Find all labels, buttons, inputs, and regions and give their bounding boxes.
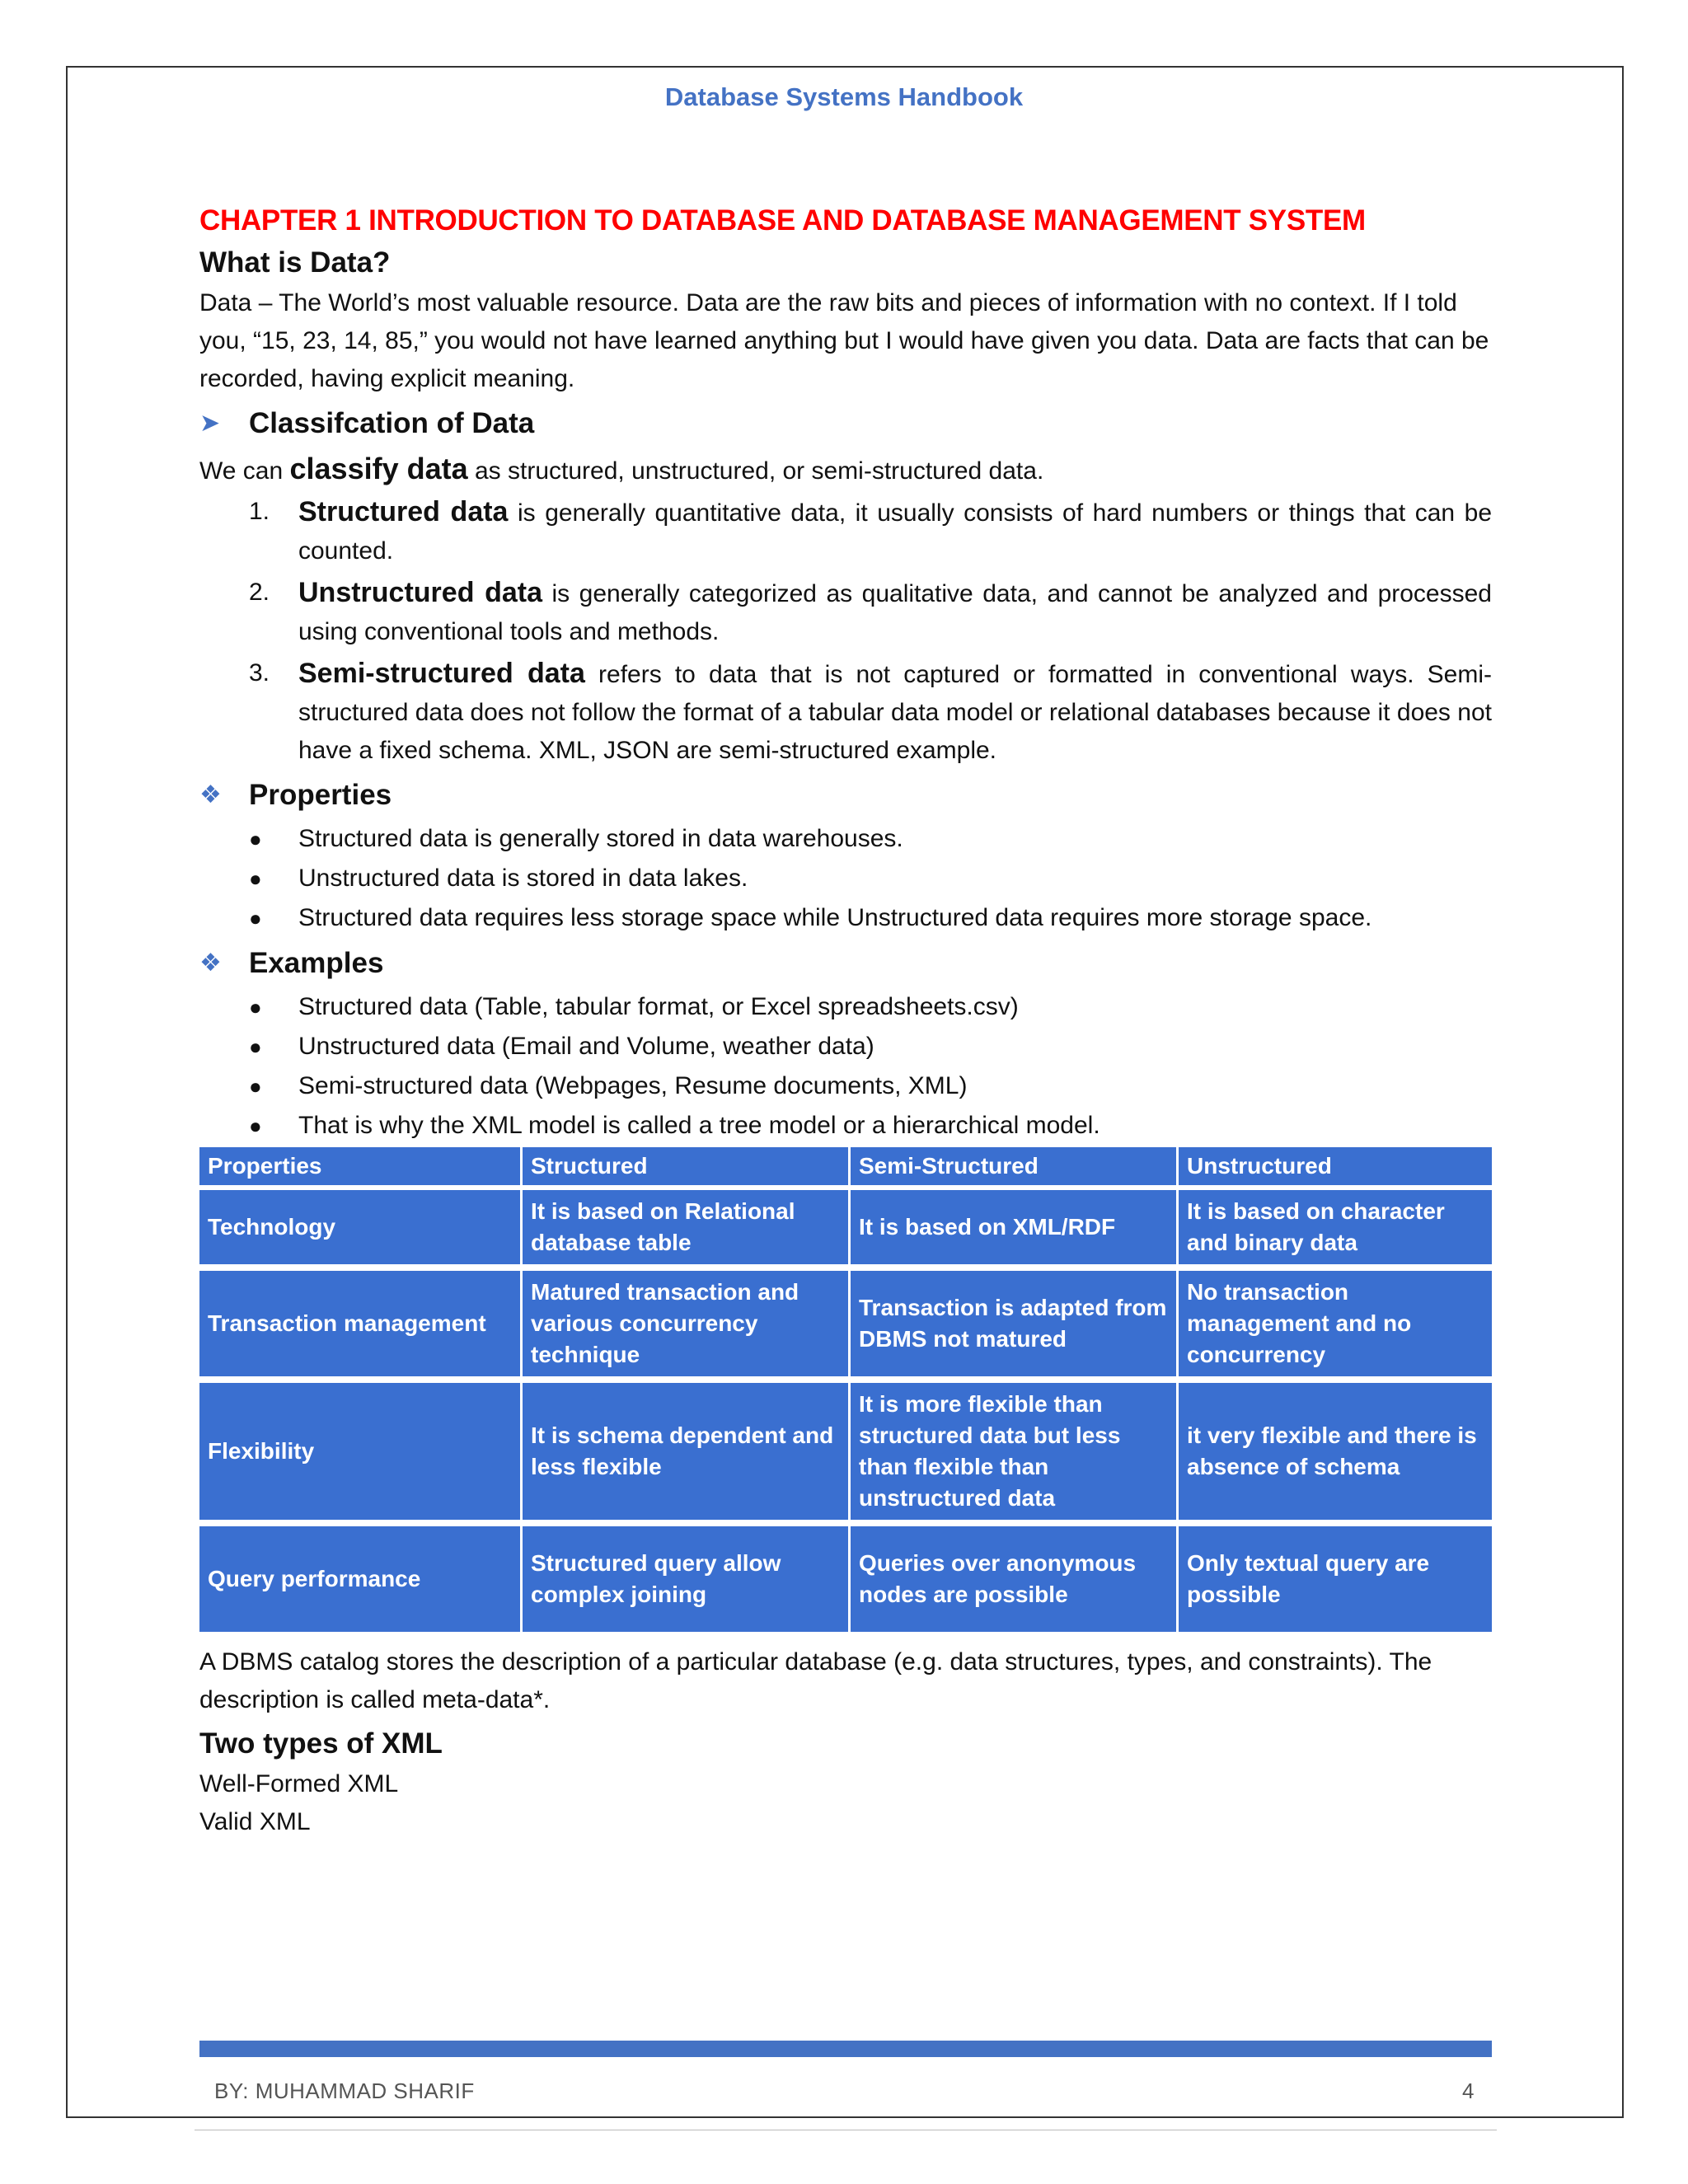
list-text: Structured data requires less storage space while Unstructured data requires more storage space. bbox=[298, 904, 1372, 931]
definition: is generally quantitative data, it usually consists of hard numbers or things that can be counted. bbox=[298, 499, 1492, 565]
xml-type-item: Well-Formed XML bbox=[199, 1770, 399, 1797]
list-text: Structured data (Table, tabular format, or Excel spreadsheets.csv) bbox=[298, 993, 1019, 1020]
list-number: 3. bbox=[249, 659, 270, 687]
classification-heading-text: Classifcation of Data bbox=[249, 407, 535, 439]
table-cell: It is based on XML/RDF bbox=[851, 1190, 1179, 1271]
table-row bbox=[199, 1383, 1492, 1526]
arrow-bullet-icon: ➤ bbox=[199, 410, 221, 437]
comparison-table bbox=[199, 1147, 1492, 1638]
table-cell: It is based on Relational database table bbox=[523, 1190, 851, 1271]
list-number: 2. bbox=[249, 579, 270, 606]
list-text: That is why the XML model is called a tree model or a hierarchical model. bbox=[298, 1112, 1100, 1139]
list-item bbox=[199, 654, 1492, 770]
properties-list bbox=[199, 819, 1492, 938]
list-text: Unstructured data is stored in data lakes. bbox=[298, 865, 748, 892]
table-header-cell: Unstructured bbox=[1179, 1147, 1492, 1190]
list-item bbox=[199, 1027, 1492, 1066]
table-cell: Structured query allow complex joining bbox=[523, 1526, 851, 1638]
list-text: Semi-structured data (Webpages, Resume documents, XML) bbox=[298, 1072, 968, 1099]
catalog-paragraph: A DBMS catalog stores the description of a particular database (e.g. data structures, types, and constraints). The description is called meta-data*. bbox=[199, 1648, 1432, 1713]
diamond-bullet-icon: ❖ bbox=[199, 949, 222, 977]
classification-list bbox=[199, 493, 1492, 770]
table-cell: it very flexible and there is absence of schema bbox=[1179, 1383, 1492, 1526]
list-item bbox=[199, 574, 1492, 651]
table-cell: Queries over anonymous nodes are possible bbox=[851, 1526, 1179, 1638]
examples-heading bbox=[199, 941, 1492, 986]
classification-intro bbox=[199, 448, 1492, 493]
list-item bbox=[199, 898, 1492, 938]
list-item bbox=[199, 819, 1492, 859]
table-header-cell: Properties bbox=[199, 1147, 523, 1190]
examples-heading-text: Examples bbox=[249, 947, 384, 979]
properties-heading bbox=[199, 773, 1492, 818]
list-text bbox=[298, 493, 1492, 570]
list-item bbox=[199, 1106, 1492, 1146]
diamond-bullet-icon: ❖ bbox=[199, 781, 222, 808]
bullet-icon: ● bbox=[249, 1034, 262, 1059]
list-number: 1. bbox=[249, 498, 270, 525]
footer-bar bbox=[199, 2041, 1492, 2057]
list-item bbox=[199, 493, 1492, 570]
table-row bbox=[199, 1526, 1492, 1638]
list-item bbox=[199, 859, 1492, 898]
table-header-cell: Semi-Structured bbox=[851, 1147, 1179, 1190]
list-text: Structured data is generally stored in data warehouses. bbox=[298, 825, 903, 852]
examples-list bbox=[199, 987, 1492, 1146]
table-cell: It is schema dependent and less flexible bbox=[523, 1383, 851, 1526]
bullet-icon: ● bbox=[249, 827, 262, 851]
what-is-data-heading: What is Data? bbox=[199, 246, 391, 279]
table-cell: Transaction management bbox=[199, 1271, 523, 1383]
table-cell: Query performance bbox=[199, 1526, 523, 1638]
header-title: Database Systems Handbook bbox=[664, 82, 1024, 111]
table-row bbox=[199, 1271, 1492, 1383]
term: Structured data bbox=[298, 496, 509, 527]
table-cell: Only textual query are possible bbox=[1179, 1526, 1492, 1638]
term: Semi-structured data bbox=[298, 658, 585, 689]
table-cell: Transaction is adapted from DBMS not matured bbox=[851, 1271, 1179, 1383]
classification-intro-post: as structured, unstructured, or semi-structured data. bbox=[474, 457, 1044, 485]
xml-types-heading: Two types of XML bbox=[199, 1727, 443, 1760]
bullet-icon: ● bbox=[249, 1113, 262, 1138]
list-text bbox=[298, 574, 1492, 651]
document-body bbox=[199, 200, 1492, 1841]
table-row bbox=[199, 1190, 1492, 1271]
xml-type-item: Valid XML bbox=[199, 1808, 311, 1835]
definition: refers to data that is not captured or formatted in conventional ways. Semi-structured data does not follow the format of a tabular data model or relational databases because it does not have a fixed schema. XML, JSON are semi-structured example. bbox=[298, 661, 1492, 764]
table-cell: Matured transaction and various concurrency technique bbox=[523, 1271, 851, 1383]
definition: is generally categorized as qualitative data, and cannot be analyzed and processed using conventional tools and methods. bbox=[298, 580, 1492, 645]
bullet-icon: ● bbox=[249, 1074, 262, 1099]
table-header-cell: Structured bbox=[523, 1147, 851, 1190]
table-header-row bbox=[199, 1147, 1492, 1190]
classification-intro-pre: We can bbox=[199, 457, 284, 485]
classification-intro-bold: classify data bbox=[289, 452, 468, 485]
list-item bbox=[199, 987, 1492, 1027]
list-text: Unstructured data (Email and Volume, weather data) bbox=[298, 1033, 874, 1060]
bullet-icon: ● bbox=[249, 906, 262, 930]
list-text bbox=[298, 654, 1492, 770]
properties-heading-text: Properties bbox=[249, 779, 392, 811]
table-cell: It is more flexible than structured data but less than flexible than unstructured data bbox=[851, 1383, 1179, 1526]
list-item bbox=[199, 1066, 1492, 1106]
bullet-icon: ● bbox=[249, 995, 262, 1019]
bullet-icon: ● bbox=[249, 866, 262, 891]
classification-heading bbox=[199, 401, 1492, 446]
term: Unstructured data bbox=[298, 577, 542, 608]
table-cell: Technology bbox=[199, 1190, 523, 1271]
chapter-title: CHAPTER 1 INTRODUCTION TO DATABASE AND DATABASE MANAGEMENT SYSTEM bbox=[199, 204, 1366, 237]
table-cell: It is based on character and binary data bbox=[1179, 1190, 1492, 1271]
table-cell: No transaction management and no concurrency bbox=[1179, 1271, 1492, 1383]
table-cell: Flexibility bbox=[199, 1383, 523, 1526]
page-number: 4 bbox=[1462, 2079, 1475, 2103]
footer-author: BY: MUHAMMAD SHARIF bbox=[214, 2079, 475, 2103]
what-is-data-paragraph: Data – The World’s most valuable resource. Data are the raw bits and pieces of information with no context. If I told you, “15, 23, 14, 85,” you would not have learned anything but I would have given you data. Data are facts that can be recorded, having explicit meaning. bbox=[199, 289, 1489, 392]
